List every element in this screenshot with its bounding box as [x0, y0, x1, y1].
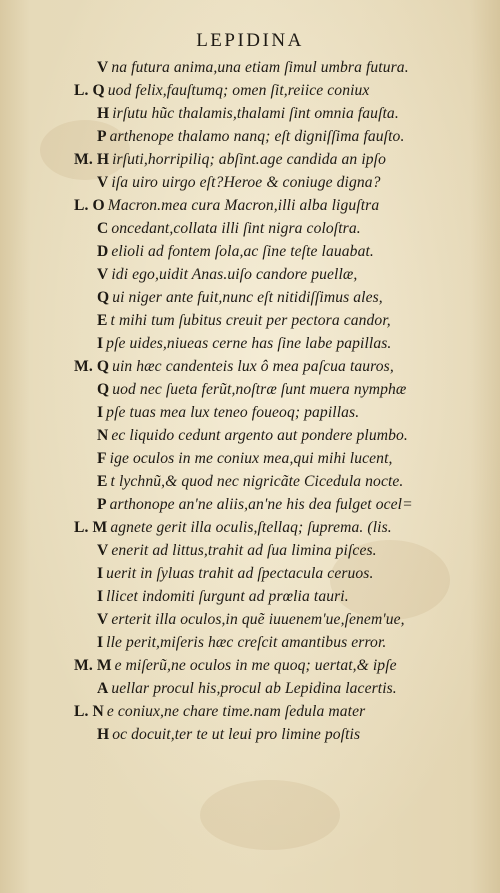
verse-line [97, 378, 406, 401]
verse-line [74, 516, 392, 539]
verse-text: irſuti,horripiliq; abſint.age candida an ipſo [112, 151, 386, 168]
initial-capital: D [97, 243, 109, 260]
verse-line [97, 102, 399, 125]
speaker-label: L. [74, 82, 89, 99]
verse-text: erterit illa oculos,in quẽ iuuenem'ue,ſenem'ue, [111, 611, 405, 628]
verse-line [97, 56, 409, 79]
verse-text: lle perit,miſeris hæc creſcit amantibus error. [106, 634, 387, 651]
initial-capital: M [96, 657, 112, 674]
verse-line [74, 700, 365, 723]
verse-text: uin hæc candenteis lux ô mea paſcua tauros, [112, 358, 394, 375]
verse-line [97, 585, 349, 608]
initial-capital: H [97, 726, 110, 743]
speaker-label: L. [74, 703, 89, 720]
verse-line [97, 332, 391, 355]
initial-capital: N [97, 427, 109, 444]
verse-line [97, 286, 383, 309]
verse-line [97, 608, 405, 631]
initial-capital: I [97, 335, 104, 352]
initial-capital: H [96, 151, 110, 168]
verse-text: t lychnũ,& quod nec nigricãte Cicedula nocte. [110, 473, 404, 490]
verse-text: uellar procul his,procul ab Lepidina lacertis. [111, 680, 397, 697]
verse-line [97, 424, 408, 447]
verse-line [97, 401, 359, 424]
verse-text: e coniux,ne chare time.nam ſedula mater [106, 703, 366, 720]
initial-capital: Q [97, 381, 110, 398]
initial-capital: H [97, 105, 110, 122]
verse-text: ui niger ante fuit,nunc eſt nitidiſſimus ales, [112, 289, 383, 306]
verse-text: irſutu hũc thalamis,thalami ſint omnia fauſta. [112, 105, 399, 122]
verse-text: llicet indomiti ſurgunt ad prœlia tauri. [106, 588, 349, 605]
paper-stain [200, 780, 340, 850]
verse-line [97, 217, 361, 240]
initial-capital: P [97, 128, 107, 145]
initial-capital: C [97, 220, 109, 237]
verse-line [97, 171, 381, 194]
speaker-label: M. [74, 151, 93, 168]
verse-line [74, 194, 379, 217]
initial-capital: V [97, 611, 109, 628]
initial-capital: V [97, 174, 109, 191]
verse-text: na futura anima,una etiam ſimul umbra futura. [111, 59, 409, 76]
speaker-label: M. [74, 358, 93, 375]
verse-line [74, 654, 397, 677]
verse-text: enerit ad littus,trahit ad ſua limina piſces. [111, 542, 377, 559]
verse-line [97, 677, 397, 700]
verse-text: pſe uides,niueas cerne has ſine labe papillas. [106, 335, 392, 352]
verse-line [97, 539, 377, 562]
verse-line [97, 631, 386, 654]
verse-text: t mihi tum ſubitus creuit per pectora candor, [110, 312, 391, 329]
verse-text: oc docuit,ter te ut leui pro limine poſtis [112, 726, 361, 743]
verse-text: ec liquido cedunt argento aut pondere plumbo. [111, 427, 408, 444]
verse-text: arthonope an'ne aliis,an'ne his dea fulget ocel= [109, 496, 413, 513]
initial-capital: N [92, 703, 104, 720]
verse-line [74, 355, 394, 378]
verse-text: iſa uiro uirgo eſt?Heroe & coniuge digna? [111, 174, 381, 191]
verse-line [97, 240, 374, 263]
verse-line [97, 493, 413, 516]
verse-text: uerit in ſyluas trahit ad ſpectacula ceruos. [106, 565, 374, 582]
verse-text: ige oculos in me coniux mea,qui mihi lucent, [109, 450, 393, 467]
initial-capital: V [97, 266, 109, 283]
verse-text: arthenope thalamo nanq; eſt digniſſima fauſto. [109, 128, 405, 145]
verse-line [97, 447, 393, 470]
initial-capital: I [97, 634, 104, 651]
initial-capital: Q [92, 82, 105, 99]
verse-text: uod nec ſueta ferũt,noſtræ ſunt muera nymphæ [112, 381, 407, 398]
initial-capital: Q [97, 289, 110, 306]
speaker-label: L. [74, 519, 89, 536]
initial-capital: M [92, 519, 108, 536]
verse-line [97, 263, 357, 286]
verse-text: pſe tuas mea lux teneo foueoq; papillas. [106, 404, 360, 421]
verse-line [97, 723, 360, 746]
verse-text: e miſerũ,ne oculos in me quoq; uertat,& ipſe [114, 657, 397, 674]
initial-capital: V [97, 59, 109, 76]
initial-capital: O [92, 197, 105, 214]
verse-line [74, 79, 369, 102]
speaker-label: M. [74, 657, 93, 674]
initial-capital: P [97, 496, 107, 513]
initial-capital: I [97, 565, 104, 582]
initial-capital: V [97, 542, 109, 559]
initial-capital: I [97, 404, 104, 421]
verse-line [97, 309, 391, 332]
initial-capital: E [97, 312, 108, 329]
initial-capital: I [97, 588, 104, 605]
verse-line [97, 470, 403, 493]
verse-text: oncedant,collata illi ſint nigra coloſtra. [111, 220, 361, 237]
initial-capital: A [97, 680, 109, 697]
verse-text: uod felix,fauſtumq; omen ſit,reiice coniux [107, 82, 370, 99]
verse-line [97, 125, 404, 148]
verse-text: elioli ad fontem ſola,ac ſine teſte lauabat. [111, 243, 374, 260]
verse-line [97, 562, 373, 585]
verse-text: agnete gerit illa oculis,ſtellaq; ſuprema. (lis. [110, 519, 392, 536]
verse-line [74, 148, 386, 171]
initial-capital: Q [96, 358, 110, 375]
verse-text: Macron.mea cura Macron,illi alba liguſtra [107, 197, 380, 214]
running-head: LEPIDINA [196, 30, 304, 51]
initial-capital: E [97, 473, 108, 490]
initial-capital: F [97, 450, 107, 467]
speaker-label: L. [74, 197, 89, 214]
verse-text: idi ego,uidit Anas.uiſo candore puellæ, [111, 266, 358, 283]
